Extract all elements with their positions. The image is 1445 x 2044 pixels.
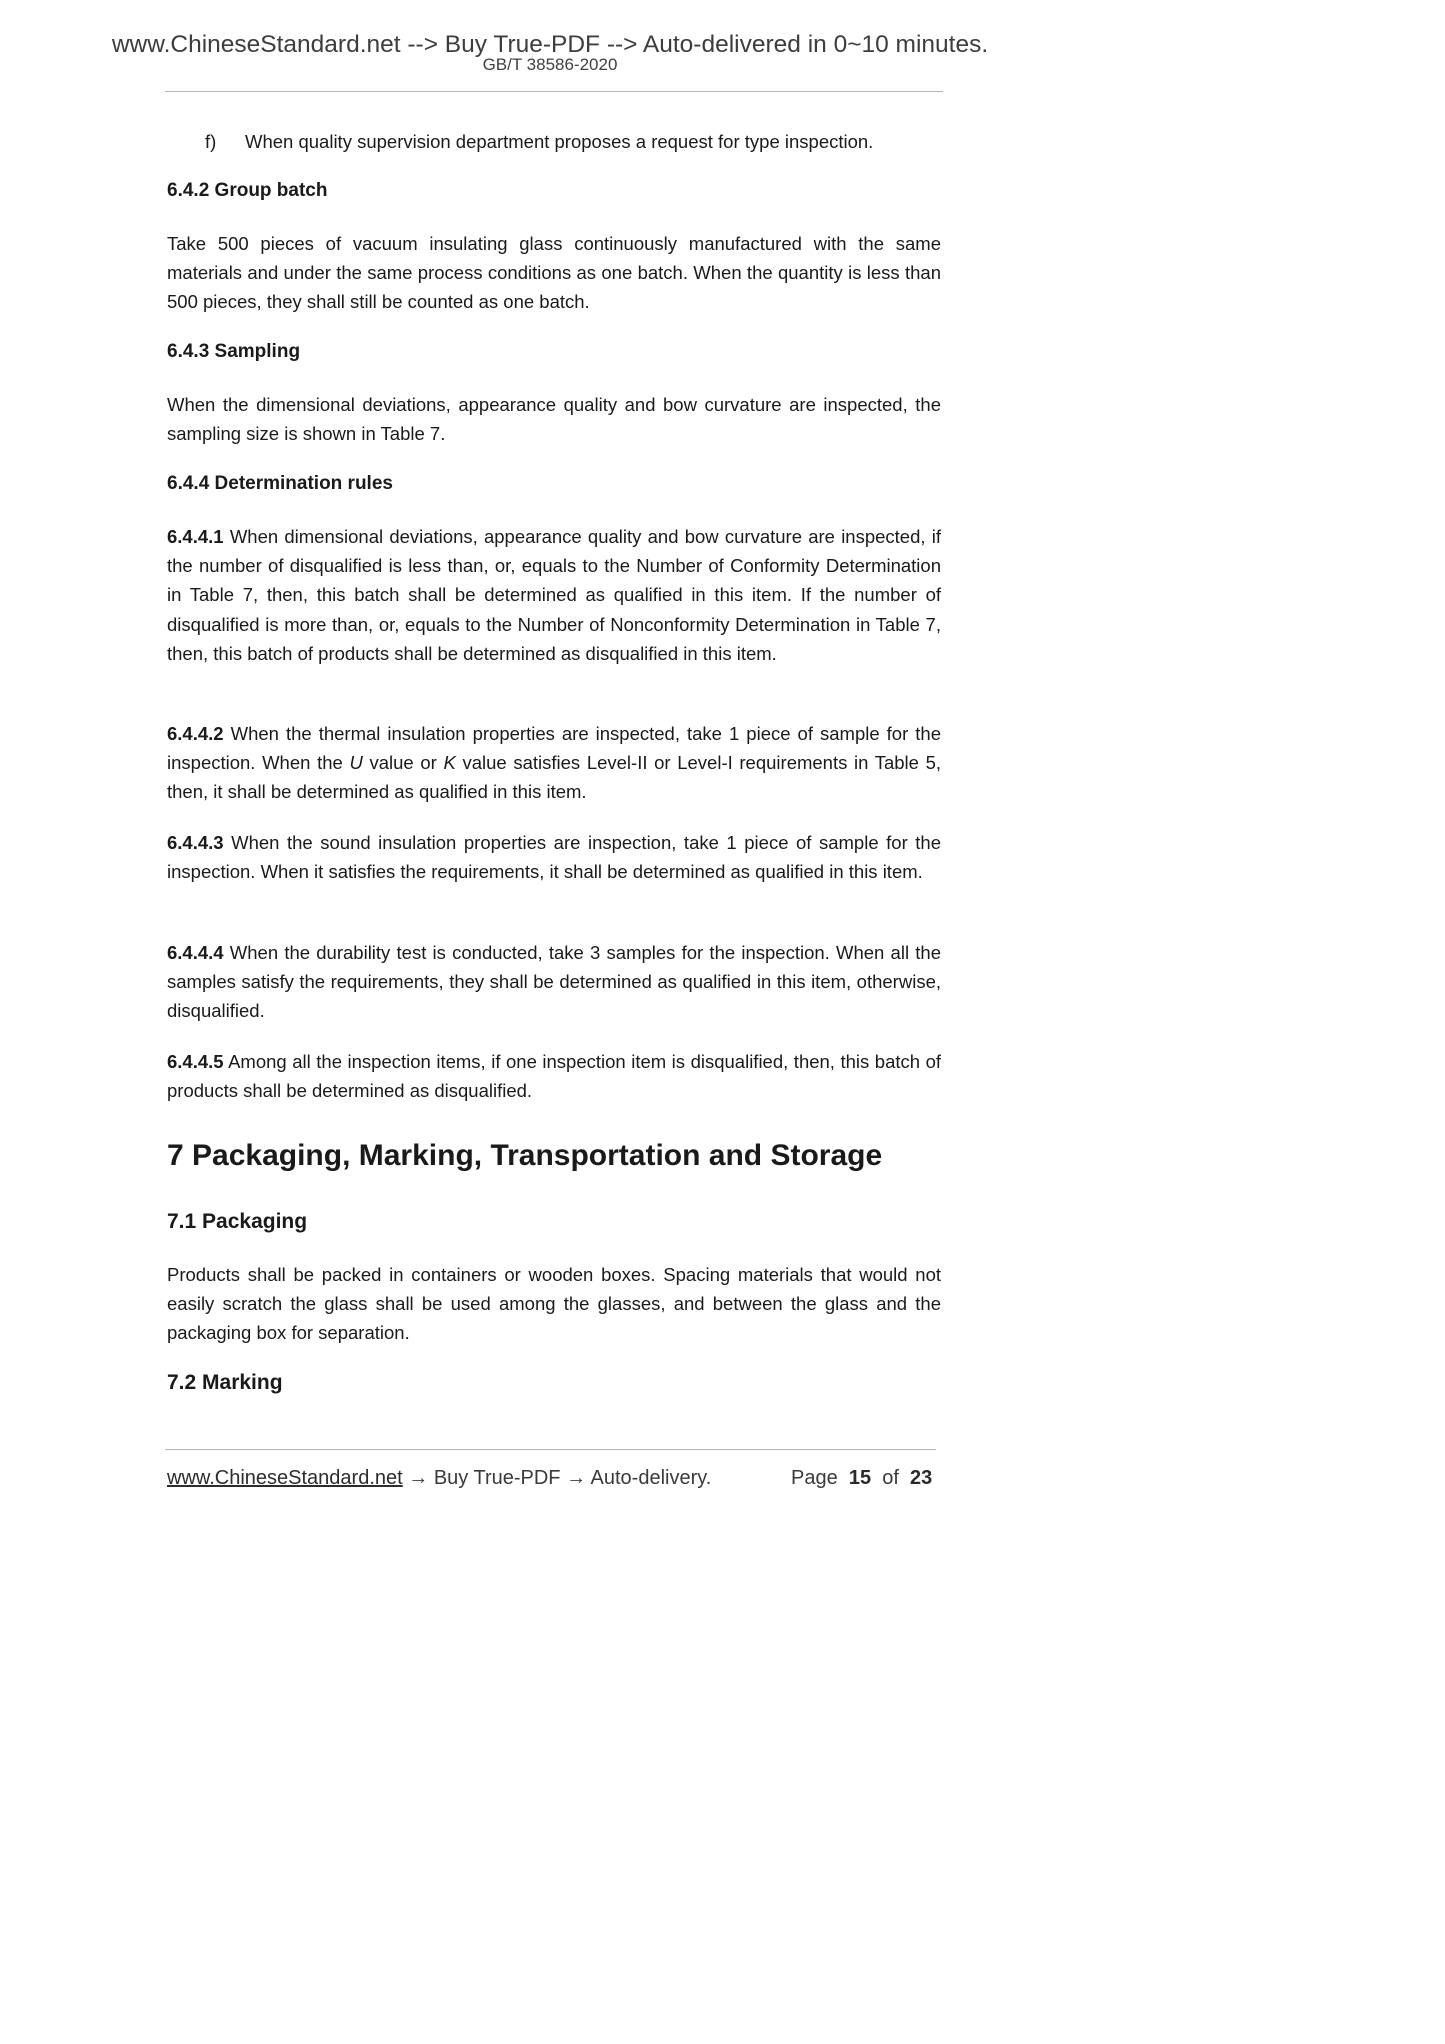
clause-text-part-3: value satisfies Level-II or Level-I requirements in Table 5, then, it shall be determined as qualified in this item. [167, 752, 942, 803]
clause-number: 6.4.4.1 [167, 526, 224, 547]
paragraph-7-1: Products shall be packed in containers or wooden boxes. Spacing materials that would not easily scratch the glass shall be used among the glasses, and between the glass and the packaging box for separation. [167, 1264, 941, 1344]
page-total: 23 [910, 1467, 933, 1489]
clause-text: When dimensional deviations, appearance quality and bow curvature are inspected, if the number of disqualified is less than, or, equals to the Number of Conformity Determination in Table 7, then, this batch shall be determined as qualified in this item. If the number of disqualified is more than, or, equals to the Number of Nonconformity Determination in Table 7, then, this batch of products shall be determined as disqualified in this item. [167, 526, 941, 664]
document-number: GB/T 38586-2020 [482, 55, 618, 74]
clause-text: When the sound insulation properties are inspection, take 1 piece of sample for the inspection. When it satisfies the requirements, it shall be determined as qualified in this item. [167, 832, 941, 883]
clause-6-4-4-5 [167, 1047, 941, 1105]
page-current: 15 [848, 1467, 872, 1489]
clause-6-4-4-3 [167, 828, 941, 886]
clause-number: 6.4.4.5 [167, 1051, 224, 1072]
list-item-f [205, 127, 945, 156]
list-item-text: When quality supervision department proposes a request for type inspection. [245, 131, 874, 152]
clause-number: 6.4.4.4 [167, 942, 224, 963]
paragraph-6-4-2: Take 500 pieces of vacuum insulating glass continuously manufactured with the same materials and under the same process conditions as one batch. When the quantity is less than 500 pieces, they shall still be counted as one batch. [167, 233, 941, 313]
clause-6-4-4-4 [167, 938, 941, 1026]
k-value-symbol: K [443, 752, 456, 774]
clause-text: When the durability test is conducted, take 3 samples for the inspection. When all the samples satisfy the requirements, they shall be determined as qualified in this item, otherwise, disqualified. [167, 942, 941, 1022]
clause-number: 6.4.4.2 [167, 723, 224, 744]
page-label: Page [791, 1467, 838, 1489]
footer-promo-text: → Buy True-PDF → Auto-delivery. [402, 1467, 712, 1489]
page-indicator [791, 1464, 932, 1492]
page-of: of [882, 1467, 899, 1489]
clause-text-part-2: value or [369, 752, 437, 774]
heading-6-4-3: 6.4.3 Sampling [167, 341, 301, 362]
u-value-symbol: U [349, 752, 363, 774]
header-banner: www.ChineseStandard.net --> Buy True-PDF --> Auto-delivered in 0~10 minutes. [111, 31, 989, 58]
paragraph-6-4-3: When the dimensional deviations, appearance quality and bow curvature are inspected, the sampling size is shown in Table 7. [167, 394, 941, 445]
heading-7-2: 7.2 Marking [167, 1371, 283, 1394]
heading-6-4-4: 6.4.4 Determination rules [167, 473, 393, 494]
header-divider [165, 91, 943, 92]
footer-link[interactable]: www.ChineseStandard.net [167, 1467, 403, 1489]
clause-text-part-1: When the thermal insulation properties are inspected, take 1 piece of sample for the inspection. When the [167, 723, 941, 774]
list-marker: f) [205, 131, 217, 152]
footer-promo [167, 1464, 711, 1492]
heading-6-4-2: 6.4.2 Group batch [167, 180, 328, 201]
clause-text: Among all the inspection items, if one inspection item is disqualified, then, this batch of products shall be determined as disqualified. [167, 1051, 942, 1102]
clause-number: 6.4.4.3 [167, 832, 224, 853]
clause-6-4-4-2 [167, 719, 941, 807]
footer-divider [165, 1449, 936, 1450]
heading-7-1: 7.1 Packaging [167, 1210, 308, 1233]
clause-6-4-4-1 [167, 522, 941, 668]
heading-section-7: 7 Packaging, Marking, Transportation and Storage [167, 1139, 883, 1172]
